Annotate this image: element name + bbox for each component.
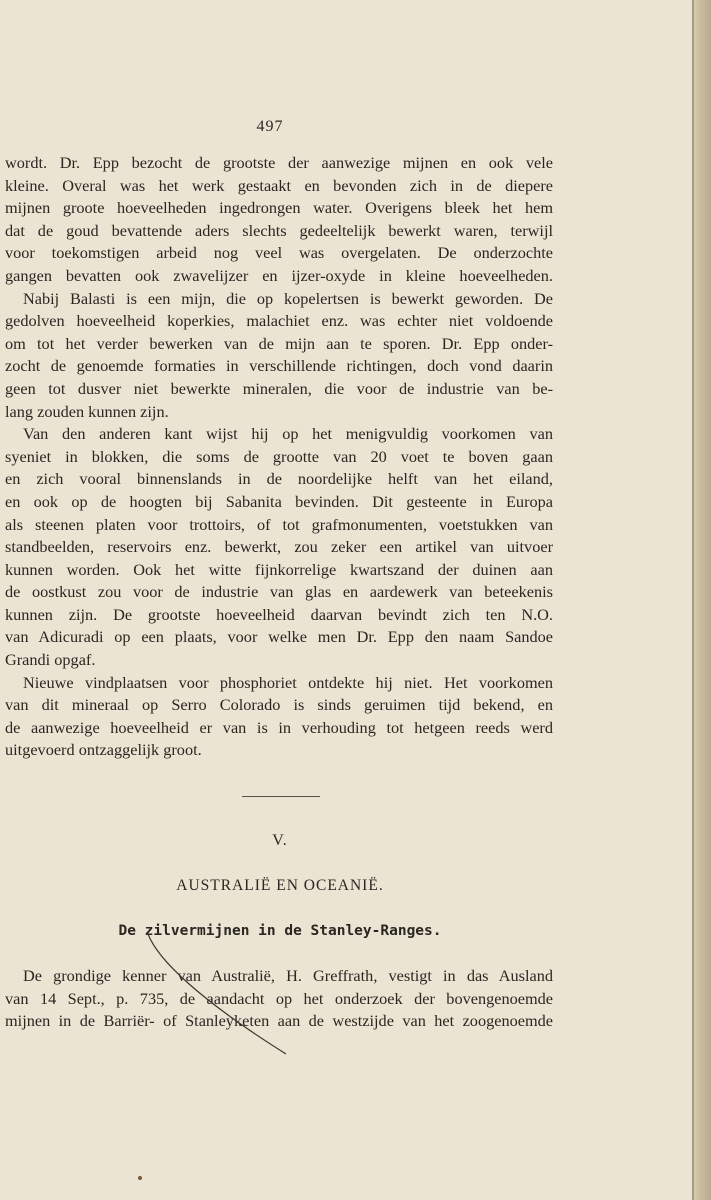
text-line: van dit mineraal op Serro Colorado is sinds geruimen tijd bekend, en (5, 695, 553, 715)
text-line: geen tot dusver niet bewerkte mineralen, die voor de industrie van be- (5, 378, 553, 398)
text-line: zocht de genoemde formaties in verschillende richtingen, doch vond daarin (5, 356, 553, 376)
text-line: van 14 Sept., p. 735, de aandacht op het onderzoek der bovengenoemde (5, 988, 553, 1008)
text-line: de aanwezige hoeveelheid er van is in verhouding tot hetgeen reeds werd (5, 717, 553, 737)
text-line: uitgevoerd ontzaggelijk groot. (5, 740, 202, 760)
text-line: als steenen platen voor trottoirs, of tot grafmonumenten, voetstukken van (5, 514, 553, 534)
section-title: AUSTRALIË EN OCEANIË. (176, 877, 384, 894)
text-line: kunnen zijn. De grootste hoeveelheid daarvan bevindt zich ten N.O. (5, 604, 553, 624)
text-line: Nabij Balasti is een mijn, die op kopelertsen is bewerkt geworden. De (23, 288, 553, 308)
text-line: kunnen worden. Ook het witte fijnkorrelige kwartszand der duinen aan (5, 559, 553, 579)
section-divider (242, 796, 320, 797)
text-line: Grandi opgaf. (5, 650, 96, 670)
text-line: en ook op de hoogten bij Sabanita bevinden. Dit gesteente in Europa (5, 491, 553, 511)
body-text (5, 152, 553, 762)
page-number: 497 (256, 118, 284, 135)
text-line: kleine. Overal was het werk gestaakt en bevonden zich in de diepere (5, 175, 553, 195)
text-line: syeniet in blokken, die soms de grootte van 20 voet te boven gaan (5, 446, 553, 466)
text-line: De grondige kenner van Australië, H. Greffrath, vestigt in das Ausland (23, 966, 553, 985)
section-number: V. (272, 832, 288, 849)
text-line: mijnen in de Barriër- of Stanleyketen aan de westzijde van het zoogenoemde (5, 1011, 553, 1031)
text-line: Nieuwe vindplaatsen voor phosphoriet ontdekte hij niet. Het voorkomen (23, 672, 553, 692)
text-line: gedolven hoeveelheid koperkies, malachiet enz. was echter niet voldoende (5, 311, 553, 331)
text-line: om tot het verder bewerken van de mijn aan te sporen. Dr. Epp onder- (5, 333, 553, 353)
text-line: dat de goud bevattende aders slechts gedeeltelijk bewerkt waren, terwijl (5, 220, 553, 240)
text-line: wordt. Dr. Epp bezocht de grootste der aanwezige mijnen en ook vele (5, 153, 553, 172)
page-edge (693, 0, 711, 1200)
text-line: gangen bevatten ook zwavelijzer en ijzer-oxyde in kleine hoeveelheden. (5, 265, 553, 285)
pencil-mark (140, 930, 300, 1060)
text-line: lang zouden kunnen zijn. (5, 401, 169, 421)
article-subtitle: De zilvermijnen in de Stanley-Ranges. (118, 923, 442, 939)
text-line: voor toekomstigen arbeid nog veel was overgelaten. De onderzochte (5, 243, 553, 263)
text-line: Van den anderen kant wijst hij op het menigvuldig voorkomen van (23, 424, 553, 444)
text-line: en zich vooral binnenslands in de noordelijke helft van het eiland, (5, 469, 553, 489)
text-line: van Adicuradi op een plaats, voor welke men Dr. Epp den naam Sandoe (5, 627, 553, 647)
text-line: de oostkust zou voor de industrie van glas en aardewerk van beteekenis (5, 582, 553, 602)
text-line: mijnen groote hoeveelheden ingedrongen water. Overigens bleek het hem (5, 198, 553, 218)
text-line: standbeelden, reservoirs enz. bewerkt, zou zeker een artikel van uitvoer (5, 537, 553, 557)
ink-speck (138, 1176, 142, 1180)
page-edge-line (692, 0, 694, 1200)
